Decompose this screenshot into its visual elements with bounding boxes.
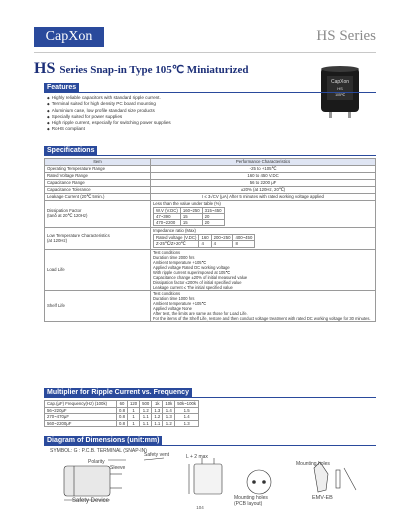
label-safety-vent: Safety vent [144, 452, 170, 458]
table-cell: 270~470μF [45, 414, 117, 421]
table-cell: 4 [211, 240, 233, 247]
list-item: ◆ Terminal suited for high density PC board mounting [47, 101, 171, 107]
table-cell: 1.3 [175, 420, 199, 427]
spec-item-dissipation: Dissipation Factor (tanδ at 20℃ 120Hz) [45, 200, 151, 227]
col-header-characteristics: Performance Characteristics [151, 159, 376, 166]
spec-item: Capacitance Range [45, 179, 151, 186]
spec-item-shelf-life: Shelf Life [45, 290, 151, 321]
spec-value: 160 to 450 V.DC [151, 173, 376, 180]
table-cell: 1.3 [152, 407, 163, 414]
list-item: ◆ Specially suited for power supplies [47, 114, 171, 120]
table-cell: 0.8 [117, 407, 128, 414]
table-cell: 15 [180, 213, 202, 219]
table-cell: 1.2 [163, 420, 175, 427]
ripple-table [44, 400, 199, 427]
series-label: HS Series [316, 28, 376, 44]
photo-brand: CapXon [330, 79, 350, 85]
table-cell: 1 [127, 407, 139, 414]
table-cell: 1 [127, 414, 139, 421]
dissipation-table [153, 207, 225, 226]
features-divider [44, 92, 376, 93]
label-pcb-layout: Mounting holes (PCB layout) [234, 495, 268, 507]
photo-series: HS [337, 86, 343, 91]
table-cell: 50k~100k [175, 401, 199, 408]
table-cell: Rated voltage (V.DC) [154, 234, 199, 240]
label-sleeve: Sleeve [110, 465, 126, 471]
label-safety-device: Safety Device [72, 498, 110, 504]
table-cell: 8 [233, 240, 255, 247]
diagram-divider [44, 445, 376, 446]
features-heading: Features [44, 83, 79, 92]
table-cell: 500 [140, 401, 152, 408]
table-cell: 1.1 [152, 420, 163, 427]
table-cell: 0.8 [117, 420, 128, 427]
table-cell: 20 [202, 213, 224, 219]
spec-item: Operating Temperature Range [45, 166, 151, 173]
table-cell: 20 [202, 219, 224, 225]
table-cell: 4 [199, 240, 211, 247]
label-polarity: Polarity [88, 459, 105, 465]
table-cell: 560~2200μF [45, 420, 117, 427]
spec-item: Capacitance Tolerance [45, 186, 151, 193]
specifications-table [44, 158, 376, 322]
table-cell: 1.2 [140, 407, 152, 414]
list-item: ◆ Highly reliable capacitors with standard ripple current. [47, 95, 171, 101]
spec-value: ±20% (at 120Hz, 20℃) [151, 186, 376, 193]
table-cell: 1.1 [140, 420, 152, 427]
ripple-divider [44, 397, 376, 398]
spec-value: I ≤ 3√CV (μA) After 5 minutes with rated working voltage applied [151, 193, 376, 200]
features-list [47, 95, 171, 133]
table-cell: 1 [127, 420, 139, 427]
table-cell: 470~2200 [154, 219, 181, 225]
page-title [34, 60, 249, 78]
label-max-length: L + 2 max [186, 454, 208, 460]
table-cell: 1.4 [163, 407, 175, 414]
title-series: HS [34, 60, 56, 77]
table-cell: 1.5 [175, 407, 199, 414]
table-cell: 1.1 [140, 414, 152, 421]
table-cell: 0.8 [117, 414, 128, 421]
page-number: 104 [196, 505, 204, 510]
dimension-diagram [44, 448, 376, 506]
spec-item: Leakage Current (20℃ 5min.) [45, 193, 151, 200]
table-cell: 47~390 [154, 213, 181, 219]
list-item: ◆ Aluminium case, low profile standard size products [47, 108, 171, 114]
table-cell: 1.3 [163, 414, 175, 421]
label-view: EMV-EB [312, 495, 333, 501]
specifications-divider [44, 155, 376, 156]
table-cell: 15 [180, 219, 202, 225]
title-rest: Series Snap-in Type 105℃ Miniaturized [59, 64, 249, 76]
table-cell: 400~450 [233, 234, 255, 240]
photo-temp: 105℃ [335, 93, 345, 97]
table-cell: 120 [127, 401, 139, 408]
table-cell: 200~250 [211, 234, 233, 240]
diagram-heading: Diagram of Dimensions (unit:mm) [44, 436, 162, 445]
col-header-item: Item [45, 159, 151, 166]
table-cell: 160~250 [180, 207, 202, 213]
list-item: ◆ High ripple current, especially for switching power supplies [47, 120, 171, 126]
specifications-heading: Specifications [44, 146, 97, 155]
diagram-symbol-line: SYMBOL: G : P.C.B. TERMINAL (SNAP-IN) [50, 448, 147, 454]
table-cell: 160 [199, 234, 211, 240]
table-cell: 1.4 [175, 414, 199, 421]
table-cell: 315~450 [202, 207, 224, 213]
dissipation-caption: Less than the value under table (%) [153, 200, 221, 206]
spec-item-low-temp: Low Temperature Characteristics (at 120Hz) [45, 227, 151, 249]
ripple-heading: Multiplier for Ripple Current vs. Frequency [44, 388, 192, 397]
table-cell: 1.2 [152, 414, 163, 421]
spec-value: -25 to +105℃ [151, 166, 376, 173]
table-cell: 10k [163, 401, 175, 408]
low-temp-caption: Impedance ratio (Max) [153, 227, 196, 233]
load-life-text: Test conditions Duration time 2000 hrs Ambient temperature +105℃ Applied voltage Rated DC working voltage With ripple current superimposed at 105℃ Capacitance change ±20% of initial measured value Dissipation factor ≤200% of initial specified value Leakage current ≤ The initial specified value [151, 249, 376, 290]
brand-logo: CapXon [34, 27, 104, 47]
label-mounting-holes: Mounting holes [296, 461, 330, 467]
table-cell: 60 [117, 401, 128, 408]
table-cell: Cap.(μF) Frequency(Hz) (100k) [45, 401, 117, 408]
table-cell: Z-25℃/Z+20℃ [154, 240, 199, 247]
spec-item-load-life: Load Life [45, 249, 151, 290]
header-divider [34, 52, 376, 53]
table-cell: W.V (V.DC) [154, 207, 181, 213]
spec-value: 56 to 2200 μF [151, 179, 376, 186]
spec-item: Rated Voltage Range [45, 173, 151, 180]
table-row [45, 420, 199, 427]
table-cell: 1k [152, 401, 163, 408]
low-temp-table [153, 234, 255, 248]
shelf-life-text: Test conditions Duration time 1000 hrs Ambient temperature +105℃ Applied voltage None After test, the limits are same as those for Load Life. For the items of the Shelf Life, restore and then conduct voltage treatment with rated DC working voltage for 30 minutes. [151, 290, 376, 321]
list-item: ◆ RoHS compliant [47, 126, 171, 132]
table-cell: 56~220μF [45, 407, 117, 414]
